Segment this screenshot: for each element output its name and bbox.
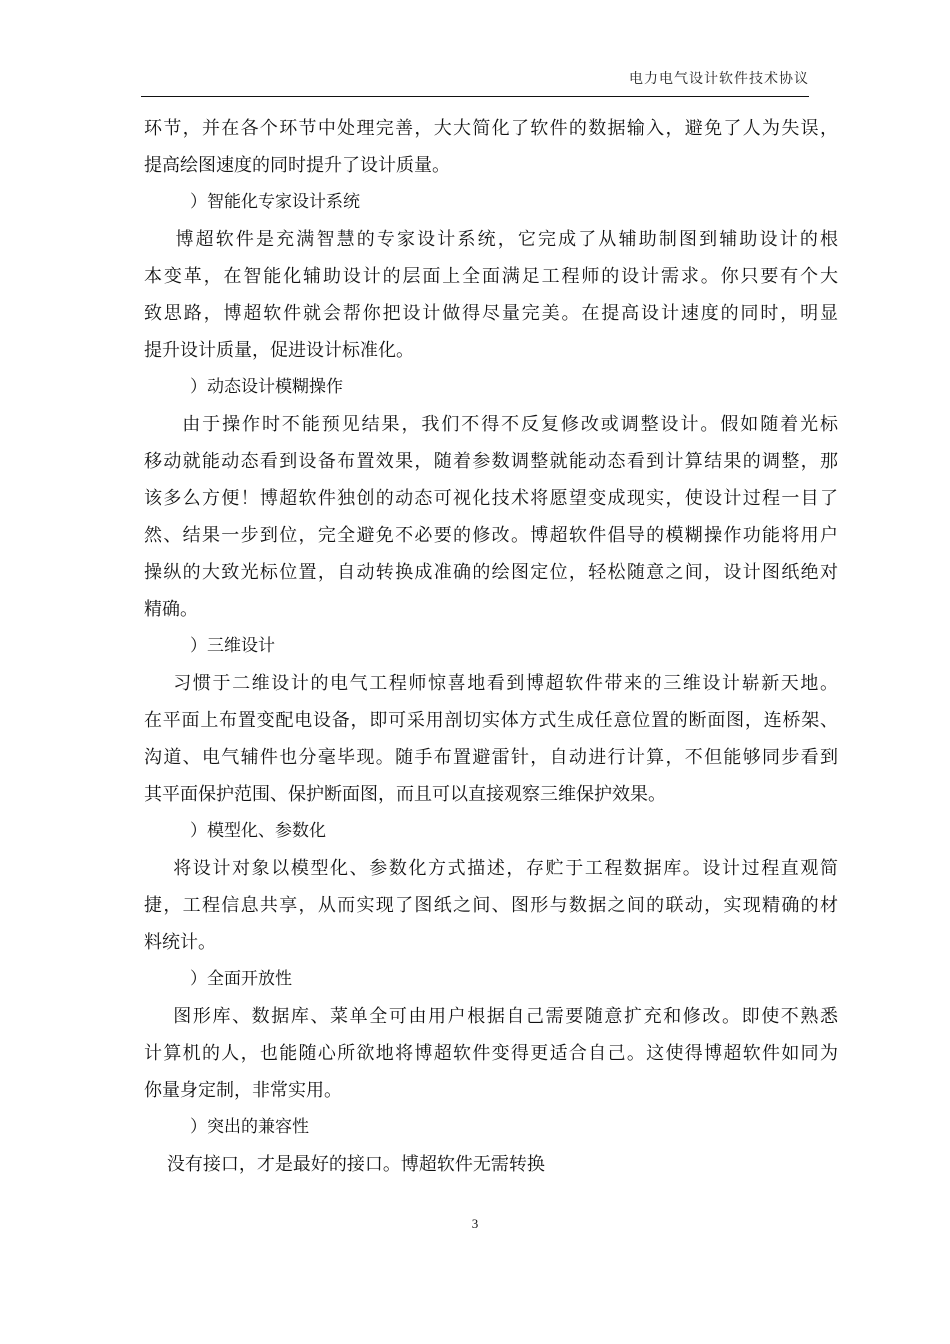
text-line: 料统计。 (144, 932, 216, 953)
paragraph (144, 1146, 838, 1183)
text-line: 由于操作时不能预见结果，我们不得不反复修改或调整设计。假如随着光标 (144, 414, 838, 435)
text-line: 博超软件是充满智慧的专家设计系统，它完成了从辅助制图到辅助设计的根 (144, 229, 838, 250)
text-line: 你量身定制，非常实用。 (144, 1080, 342, 1101)
section-heading: ）突出的兼容性 (190, 1117, 309, 1137)
section-heading: ）智能化专家设计系统 (190, 192, 360, 212)
text-line: 计算机的人，也能随心所欲地将博超软件变得更适合自己。这使得博超软件如同为 (144, 1043, 838, 1064)
text-line: 然、结果一步到位，完全避免不必要的修改。博超软件倡导的模糊操作功能将用户 (144, 525, 838, 546)
text-line: 该多么方便！博超软件独创的动态可视化技术将愿望变成现实，使设计过程一目了 (144, 488, 838, 509)
section-heading: ）模型化、参数化 (190, 821, 326, 841)
paragraph (144, 850, 838, 961)
text-line: 图形库、数据库、菜单全可由用户根据自己需要随意扩充和修改。即使不熟悉 (144, 1006, 838, 1027)
running-header-title: 电力电气设计软件技术协议 (629, 71, 809, 87)
text-line: 致思路，博超软件就会帮你把设计做得尽量完美。在提高设计速度的同时，明显 (144, 303, 838, 324)
paragraph (144, 998, 838, 1109)
text-line: 在平面上布置变配电设备，即可采用剖切实体方式生成任意位置的断面图，连桥架、 (144, 710, 838, 731)
text-line: 提高绘图速度的同时提升了设计质量。 (144, 155, 450, 176)
section-heading: ）三维设计 (190, 636, 275, 656)
section-heading: ）全面开放性 (190, 969, 292, 989)
text-line: 习惯于二维设计的电气工程师惊喜地看到博超软件带来的三维设计崭新天地。 (144, 673, 838, 694)
text-line: 沟道、电气辅件也分毫毕现。随手布置避雷针，自动进行计算，不但能够同步看到 (144, 747, 838, 768)
text-line: 将设计对象以模型化、参数化方式描述，存贮于工程数据库。设计过程直观简 (144, 858, 838, 879)
header-divider (141, 96, 809, 97)
page-number: 3 (471, 1216, 479, 1231)
paragraph (144, 221, 838, 369)
paragraph (144, 110, 838, 184)
text-line: 捷，工程信息共享，从而实现了图纸之间、图形与数据之间的联动，实现精确的材 (144, 895, 838, 916)
document-body (144, 110, 838, 1183)
text-line: 移动就能动态看到设备布置效果，随着参数调整就能动态看到计算结果的调整，那 (144, 451, 838, 472)
text-line: 没有接口，才是最好的接口。博超软件无需转换 (144, 1154, 545, 1175)
section-heading: ）动态设计模糊操作 (190, 377, 343, 397)
text-line: 其平面保护范围、保护断面图，而且可以直接观察三维保护效果。 (144, 784, 666, 805)
paragraph (144, 665, 838, 813)
text-line: 精确。 (144, 599, 198, 620)
text-line: 环节，并在各个环节中处理完善，大大简化了软件的数据输入，避免了人为失误， (144, 118, 838, 139)
text-line: 操纵的大致光标位置，自动转换成准确的绘图定位，轻松随意之间，设计图纸绝对 (144, 562, 838, 583)
text-line: 本变革，在智能化辅助设计的层面上全面满足工程师的设计需求。你只要有个大 (144, 266, 838, 287)
text-line: 提升设计质量，促进设计标准化。 (144, 340, 414, 361)
paragraph (144, 406, 838, 628)
